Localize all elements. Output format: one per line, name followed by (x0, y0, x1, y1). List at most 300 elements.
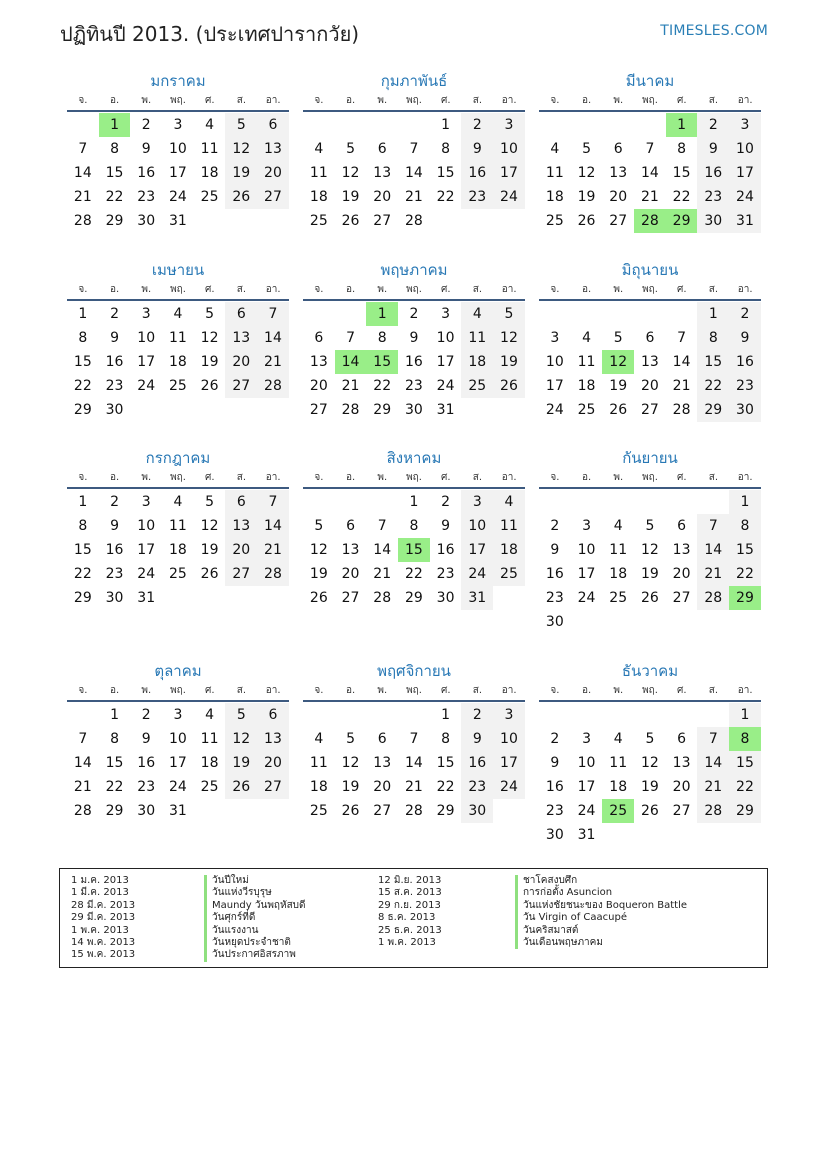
day-cell: 30 (729, 398, 761, 422)
day-cell: 31 (436, 402, 455, 418)
weekday-label: พ. (141, 685, 152, 696)
day-cell: 9 (550, 755, 560, 771)
day-cell: 25 (309, 803, 328, 819)
day-cell: 16 (105, 542, 124, 558)
day-cell: 10 (436, 330, 455, 346)
day-cell: 4 (613, 518, 623, 534)
day-cell: 25 (609, 590, 628, 606)
weekday-label: ศ. (676, 472, 687, 483)
weekday-header (67, 92, 289, 112)
day-cell: 30 (436, 590, 455, 606)
empty-cell (539, 703, 571, 727)
weekday-label: อา. (265, 95, 281, 106)
weekday-label: ส. (708, 284, 719, 295)
weekday-label: อา. (501, 472, 517, 483)
empty-cell (571, 703, 603, 727)
day-cell: 10 (577, 755, 596, 771)
day-cell: 15 (366, 350, 398, 374)
day-cell: 22 (672, 189, 691, 205)
month-name: ตุลาคม (154, 662, 202, 680)
day-cell: 27 (225, 374, 257, 398)
day-cell: 19 (341, 189, 360, 205)
weekday-label: จ. (314, 284, 324, 295)
day-cell: 18 (200, 755, 219, 771)
weekday-label: พ. (377, 95, 388, 106)
weekday-header (303, 92, 525, 112)
day-cell: 4 (550, 141, 560, 157)
day-cell: 14 (404, 165, 423, 181)
day-cell: 27 (672, 803, 691, 819)
empty-cell (303, 703, 335, 727)
day-cell: 23 (105, 566, 124, 582)
weekday-label: ส. (236, 472, 247, 483)
holiday-date: 1 ม.ค. 2013 (71, 875, 129, 886)
day-cell: 21 (257, 538, 289, 562)
month-name: ธันวาคม (621, 662, 679, 680)
day-cell: 10 (493, 727, 525, 751)
day-cell: 28 (672, 402, 691, 418)
day-cell: 8 (110, 141, 119, 157)
empty-cell (366, 113, 398, 137)
day-cell: 5 (225, 703, 257, 727)
weekday-header (67, 469, 289, 489)
day-cell: 22 (729, 775, 761, 799)
weekday-header (67, 281, 289, 301)
day-cell: 20 (257, 161, 289, 185)
day-cell: 17 (436, 354, 455, 370)
day-cell: 13 (672, 755, 691, 771)
day-cell: 5 (346, 141, 355, 157)
day-cell: 18 (609, 566, 628, 582)
day-cell: 25 (577, 402, 596, 418)
day-cell: 31 (461, 586, 493, 610)
day-cell: 9 (729, 326, 761, 350)
weekday-header (303, 469, 525, 489)
day-cell: 3 (493, 703, 525, 727)
weekday-label: พฤ. (406, 685, 422, 696)
day-cell: 21 (373, 566, 392, 582)
day-cell: 13 (225, 514, 257, 538)
day-cell: 10 (461, 514, 493, 538)
empty-cell (303, 113, 335, 137)
day-cell: 24 (461, 562, 493, 586)
weekday-label: พ. (141, 95, 152, 106)
day-cell: 3 (441, 306, 451, 322)
day-cell: 23 (404, 378, 423, 394)
day-cell: 23 (545, 803, 564, 819)
day-cell: 10 (545, 354, 564, 370)
day-cell: 25 (493, 562, 525, 586)
day-grid (303, 113, 525, 233)
day-cell: 22 (105, 189, 124, 205)
day-cell: 15 (105, 755, 124, 771)
day-cell: 26 (341, 213, 360, 229)
empty-cell (335, 113, 367, 137)
day-cell: 20 (225, 350, 257, 374)
weekday-label: จ. (550, 95, 560, 106)
day-cell: 2 (697, 113, 729, 137)
month-7 (67, 447, 289, 610)
day-cell: 25 (200, 189, 219, 205)
day-grid (67, 703, 289, 823)
month-9 (539, 447, 761, 634)
day-cell: 28 (257, 562, 289, 586)
empty-cell (634, 703, 666, 727)
weekday-header (539, 92, 761, 112)
day-cell: 4 (173, 494, 183, 510)
weekday-label: ศ. (204, 472, 215, 483)
day-cell: 24 (545, 402, 564, 418)
day-cell: 10 (577, 542, 596, 558)
empty-cell (366, 490, 398, 514)
day-cell: 21 (404, 779, 423, 795)
day-cell: 18 (493, 538, 525, 562)
day-cell: 12 (493, 326, 525, 350)
day-cell: 1 (697, 302, 729, 326)
weekday-label: อา. (501, 95, 517, 106)
weekday-label: ส. (236, 95, 247, 106)
day-cell: 30 (697, 209, 729, 233)
day-cell: 17 (461, 538, 493, 562)
month-name: มีนาคม (625, 72, 675, 90)
day-cell: 3 (493, 113, 525, 137)
day-cell: 3 (173, 117, 183, 133)
month-10 (67, 660, 289, 823)
day-cell: 13 (373, 165, 392, 181)
weekday-label: พ. (141, 472, 152, 483)
day-cell: 12 (602, 350, 634, 374)
empty-cell (666, 302, 698, 326)
day-cell: 19 (609, 378, 628, 394)
weekday-label: ส. (708, 95, 719, 106)
day-grid (67, 490, 289, 610)
day-cell: 12 (200, 330, 219, 346)
day-cell: 11 (545, 165, 564, 181)
day-cell: 11 (309, 165, 328, 181)
weekday-label: อ. (345, 95, 356, 106)
day-cell: 16 (105, 354, 124, 370)
day-cell: 17 (577, 779, 596, 795)
empty-cell (335, 302, 367, 326)
weekday-label: จ. (314, 95, 324, 106)
day-cell: 23 (697, 185, 729, 209)
day-cell: 14 (73, 165, 92, 181)
day-cell: 10 (168, 731, 187, 747)
month-6 (539, 259, 761, 422)
weekday-label: พฤ. (170, 472, 186, 483)
weekday-label: พฤ. (170, 95, 186, 106)
day-cell: 26 (640, 590, 659, 606)
day-cell: 19 (200, 354, 219, 370)
day-cell: 11 (200, 731, 219, 747)
day-cell: 31 (577, 827, 596, 843)
holiday-name: วันเดือนพฤษภาคม (515, 937, 687, 949)
page-title: ปฏิทินปี 2013. (ประเทศปารากวัย) (60, 22, 360, 46)
day-grid (303, 302, 525, 422)
empty-cell (303, 302, 335, 326)
day-cell: 6 (377, 141, 387, 157)
day-cell: 26 (609, 402, 628, 418)
day-cell: 18 (609, 779, 628, 795)
day-cell: 6 (346, 518, 355, 534)
holiday-name: วันหยุดประจำชาติ (204, 937, 306, 949)
day-cell: 15 (729, 538, 761, 562)
weekday-label: ส. (472, 685, 483, 696)
empty-cell (571, 490, 603, 514)
day-cell: 2 (110, 494, 119, 510)
month-3 (539, 70, 761, 233)
day-cell: 2 (461, 113, 493, 137)
empty-cell (303, 490, 335, 514)
day-cell: 29 (105, 803, 124, 819)
day-cell: 10 (493, 137, 525, 161)
day-cell: 8 (729, 727, 761, 751)
day-cell: 20 (609, 189, 628, 205)
day-cell: 4 (314, 731, 324, 747)
day-cell: 23 (105, 378, 124, 394)
holiday-name: วันแห่งวีรบุรุษ (204, 887, 306, 899)
day-cell: 1 (78, 494, 88, 510)
day-cell: 14 (640, 165, 659, 181)
day-cell: 25 (545, 213, 564, 229)
day-cell: 5 (205, 494, 215, 510)
day-cell: 5 (493, 302, 525, 326)
day-cell: 15 (73, 542, 92, 558)
month-11 (303, 660, 525, 823)
day-cell: 19 (309, 566, 328, 582)
day-cell: 24 (493, 185, 525, 209)
weekday-label: จ. (550, 284, 560, 295)
month-name: พฤษภาคม (380, 261, 448, 279)
empty-cell (335, 490, 367, 514)
weekday-label: พฤ. (642, 472, 658, 483)
day-cell: 13 (257, 137, 289, 161)
day-cell: 1 (666, 113, 698, 137)
day-cell: 28 (634, 209, 666, 233)
month-name: กรกฎาคม (145, 449, 211, 467)
day-cell: 13 (341, 542, 360, 558)
weekday-label: อา. (265, 284, 281, 295)
day-cell: 26 (200, 378, 219, 394)
day-cell: 4 (314, 141, 324, 157)
day-cell: 26 (341, 803, 360, 819)
legend-dates-2 (378, 875, 442, 949)
day-cell: 1 (729, 490, 761, 514)
day-cell: 19 (640, 566, 659, 582)
day-cell: 9 (461, 137, 493, 161)
day-cell: 7 (257, 490, 289, 514)
day-cell: 2 (409, 306, 419, 322)
day-cell: 13 (257, 727, 289, 751)
day-cell: 9 (697, 137, 729, 161)
day-cell: 17 (493, 751, 525, 775)
day-cell: 1 (729, 703, 761, 727)
day-cell: 22 (729, 562, 761, 586)
weekday-label: อ. (581, 95, 592, 106)
day-cell: 9 (461, 727, 493, 751)
day-cell: 30 (105, 590, 124, 606)
weekday-label: อา. (265, 472, 281, 483)
weekday-label: อ. (109, 472, 120, 483)
day-cell: 31 (729, 209, 761, 233)
day-cell: 13 (373, 755, 392, 771)
holiday-date: 29 มี.ค. 2013 (71, 912, 136, 924)
day-cell: 6 (314, 330, 324, 346)
weekday-label: อ. (581, 472, 592, 483)
day-cell: 1 (99, 113, 131, 137)
day-cell: 3 (729, 113, 761, 137)
day-cell: 18 (461, 350, 493, 374)
day-cell: 14 (257, 514, 289, 538)
day-cell: 15 (105, 165, 124, 181)
day-cell: 20 (640, 378, 659, 394)
day-cell: 30 (545, 614, 564, 630)
weekday-label: ศ. (440, 472, 451, 483)
day-cell: 10 (168, 141, 187, 157)
empty-cell (67, 703, 99, 727)
day-cell: 9 (409, 330, 419, 346)
holiday-date: 1 พ.ค. 2013 (71, 924, 129, 936)
weekday-label: พ. (613, 685, 624, 696)
month-name: กันยายน (622, 449, 678, 467)
day-cell: 13 (225, 326, 257, 350)
day-cell: 29 (373, 402, 392, 418)
weekday-label: จ. (78, 95, 88, 106)
day-cell: 15 (672, 165, 691, 181)
day-cell: 23 (137, 779, 156, 795)
day-grid (67, 302, 289, 422)
weekday-label: ศ. (204, 284, 215, 295)
day-cell: 4 (582, 330, 591, 346)
day-cell: 27 (257, 775, 289, 799)
empty-cell (571, 113, 603, 137)
day-cell: 28 (697, 586, 729, 610)
day-cell: 20 (309, 378, 328, 394)
empty-cell (539, 113, 571, 137)
day-cell: 13 (609, 165, 628, 181)
month-12 (539, 660, 761, 847)
day-cell: 5 (205, 306, 215, 322)
day-cell: 7 (78, 731, 88, 747)
day-cell: 26 (493, 374, 525, 398)
weekday-label: พ. (141, 284, 152, 295)
holiday-date: 28 มี.ค. 2013 (71, 899, 136, 911)
day-cell: 20 (672, 566, 691, 582)
day-cell: 1 (78, 306, 88, 322)
day-cell: 28 (341, 402, 360, 418)
day-cell: 18 (168, 542, 187, 558)
day-cell: 21 (697, 775, 729, 799)
empty-cell (539, 302, 571, 326)
weekday-label: พฤ. (170, 284, 186, 295)
empty-cell (697, 703, 729, 727)
day-grid (67, 113, 289, 233)
day-cell: 18 (200, 165, 219, 181)
day-cell: 7 (409, 731, 419, 747)
day-cell: 29 (73, 590, 92, 606)
day-cell: 3 (582, 518, 591, 534)
day-cell: 11 (461, 326, 493, 350)
day-cell: 11 (577, 354, 596, 370)
day-cell: 7 (377, 518, 387, 534)
day-cell: 2 (110, 306, 119, 322)
weekday-label: ส. (472, 95, 483, 106)
day-cell: 16 (461, 751, 493, 775)
day-cell: 13 (309, 354, 328, 370)
holiday-date: 1 มี.ค. 2013 (71, 887, 129, 899)
weekday-label: อ. (109, 685, 120, 696)
day-cell: 24 (137, 566, 156, 582)
day-cell: 20 (373, 189, 392, 205)
day-cell: 7 (346, 330, 355, 346)
weekday-label: อา. (737, 685, 753, 696)
day-cell: 3 (461, 490, 493, 514)
weekday-label: อ. (581, 685, 592, 696)
day-cell: 21 (697, 562, 729, 586)
day-cell: 4 (205, 707, 215, 723)
day-cell: 29 (666, 209, 698, 233)
month-1 (67, 70, 289, 233)
day-cell: 27 (373, 213, 392, 229)
day-cell: 6 (257, 113, 289, 137)
day-cell: 12 (225, 137, 257, 161)
day-cell: 24 (137, 378, 156, 394)
day-cell: 17 (493, 161, 525, 185)
weekday-label: ศ. (440, 95, 451, 106)
day-cell: 7 (697, 727, 729, 751)
weekday-header (67, 682, 289, 702)
weekday-header (539, 682, 761, 702)
month-name: สิงหาคม (386, 449, 442, 467)
holiday-name: วัน Virgin of Caacupé (515, 912, 687, 924)
day-cell: 16 (729, 350, 761, 374)
day-cell: 22 (404, 566, 423, 582)
day-cell: 29 (697, 398, 729, 422)
month-name: มกราคม (150, 72, 206, 90)
weekday-label: ศ. (204, 685, 215, 696)
day-cell: 12 (577, 165, 596, 181)
day-cell: 23 (137, 189, 156, 205)
weekday-label: พฤ. (642, 685, 658, 696)
day-cell: 4 (173, 306, 183, 322)
day-cell: 12 (640, 755, 659, 771)
day-cell: 18 (309, 779, 328, 795)
day-cell: 29 (436, 803, 455, 819)
weekday-label: พฤ. (642, 95, 658, 106)
day-cell: 12 (341, 755, 360, 771)
holiday-name: วันคริสมาสต์ (515, 925, 687, 937)
weekday-label: จ. (78, 284, 88, 295)
weekday-label: ส. (472, 472, 483, 483)
day-cell: 29 (729, 799, 761, 823)
empty-cell (602, 113, 634, 137)
day-cell: 27 (672, 590, 691, 606)
day-cell: 16 (137, 165, 156, 181)
day-cell: 26 (640, 803, 659, 819)
day-cell: 9 (110, 518, 119, 534)
empty-cell (398, 113, 430, 137)
day-cell: 25 (168, 378, 187, 394)
weekday-label: พ. (613, 472, 624, 483)
weekday-label: ส. (236, 685, 247, 696)
weekday-label: จ. (78, 685, 88, 696)
day-cell: 29 (105, 213, 124, 229)
day-cell: 8 (110, 731, 119, 747)
day-cell: 1 (110, 707, 119, 723)
weekday-label: อ. (345, 284, 356, 295)
brand-link[interactable]: TIMESLES.COM (660, 23, 768, 39)
day-cell: 14 (672, 354, 691, 370)
